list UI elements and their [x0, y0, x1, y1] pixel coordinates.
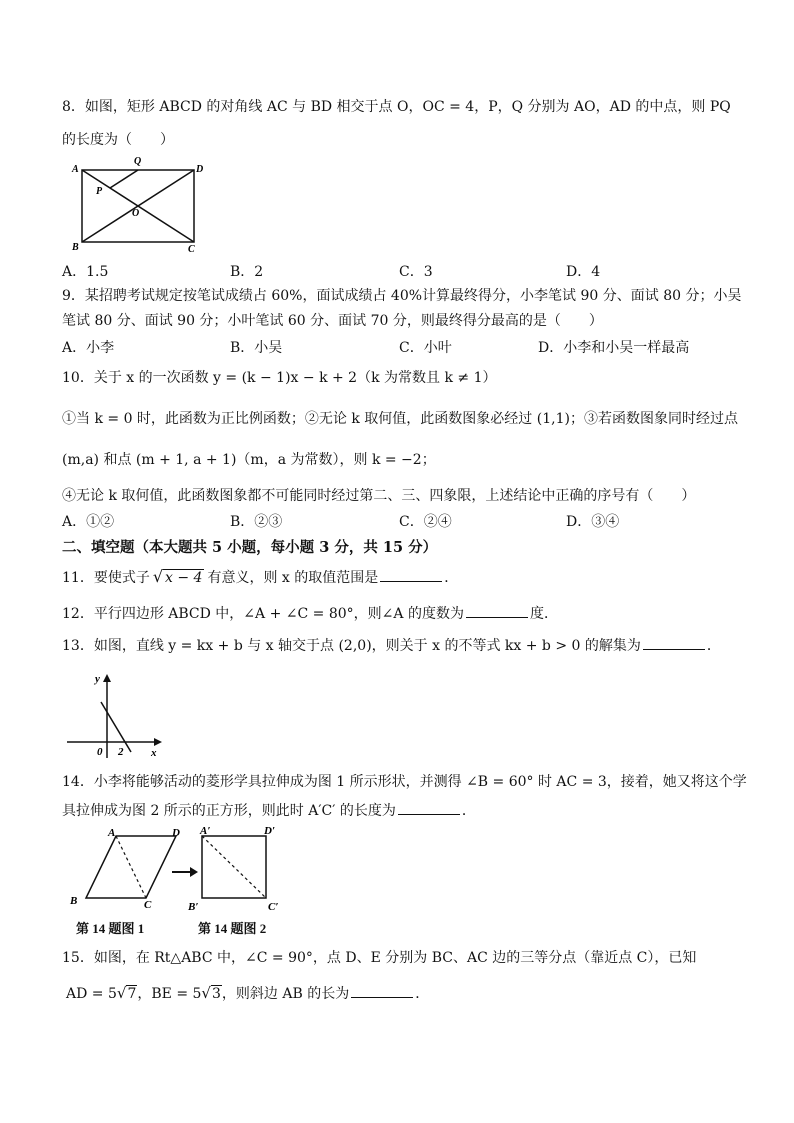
q15-blank [351, 983, 413, 998]
q13-label-origin: 0 [97, 746, 103, 758]
q14-line2: 具拉伸成为图 2 所示的正方形，则此时 A′C′ 的长度为 [62, 803, 396, 819]
q11-before: 11．要使式子 [62, 570, 150, 586]
q12-text: 12．平行四边形 ABCD 中，∠A + ∠C = 80°，则∠A 的度数为 [62, 606, 464, 622]
q14-fig2-label-d: D′ [264, 825, 276, 837]
q13-line-graph [65, 670, 170, 760]
q10-line3: (m,a) 和点 (m + 1, a + 1)（m，a 为常数），则 k = −2； [62, 452, 436, 468]
q14-square-figure-2 [186, 826, 286, 911]
q11-end: ． [444, 570, 459, 586]
q12-blank [466, 603, 528, 618]
q8-label-c: C [188, 244, 195, 255]
q10-option-a: A．①② [62, 514, 115, 530]
q11-blank [380, 567, 442, 582]
q14-line2-wrap [62, 800, 476, 821]
q8-option-a: A．1.5 [62, 264, 109, 280]
q10-option-c: C．②④ [399, 514, 452, 530]
q8-label-a: A [72, 164, 79, 175]
q12-end: 度． [529, 606, 558, 622]
q10-line4: ④无论 k 取何值，此函数图象都不可能同时经过第二、三、四象限，上述结论中正确的序号有（ ） [62, 488, 696, 504]
q15-tail: ，则斜边 AB 的长为 [221, 986, 350, 1002]
q9-option-d: D．小李和小吴一样最高 [538, 340, 690, 356]
q8-label-o: O [132, 208, 140, 219]
q13-label-x: x [151, 747, 157, 759]
q14-fig2-label-b: B′ [188, 901, 199, 913]
q9-option-c: C．小叶 [399, 340, 452, 356]
q8-label-d: D [196, 164, 204, 175]
q13-end: ． [706, 638, 721, 654]
q14-line1: 14．小李将能够活动的菱形学具拉伸成为图 1 所示形状，并测得 ∠B = 60° 时 AC = 3，接着，她又将这个学 [62, 774, 747, 790]
q8-option-c: C．3 [399, 264, 433, 280]
q14-fig1-label-b: B [70, 895, 78, 907]
q15-ad-sqrt: √7 [116, 984, 137, 1002]
q13 [62, 635, 721, 656]
q10-option-d: D．③④ [566, 514, 620, 530]
q10-line2: ①当 k = 0 时，此函数为正比例函数；②无论 k 取何值，此函数图象必经过 (1,1)；③若函数图象同时经过点 [62, 411, 738, 427]
q11 [62, 567, 458, 588]
q10-option-b: B．②③ [230, 514, 283, 530]
q9-option-b: B．小吴 [230, 340, 283, 356]
q15-ad-radicand: 7 [127, 986, 137, 1002]
q14-blank [398, 800, 460, 815]
q8-option-b: B．2 [230, 264, 264, 280]
q14-fig2-label-c: C′ [268, 901, 279, 913]
q8-label-b: B [72, 242, 79, 253]
q11-after: 有意义，则 x 的取值范围是 [207, 570, 379, 586]
q14-caption-2: 第 14 题图 2 [198, 921, 267, 936]
q14-fig1-label-c: C [144, 899, 152, 911]
q11-sqrt: √ x − 4 [152, 567, 203, 586]
q15-be-sqrt: √3 [201, 984, 221, 1002]
q13-text: 13．如图，直线 y = kx + b 与 x 轴交于点 (2,0)，则关于 x 的不等式 kx + b > 0 的解集为 [62, 638, 641, 654]
q9-line2: 笔试 80 分、面试 90 分；小叶笔试 60 分、面试 70 分，则最终得分最高的是（ ） [62, 313, 603, 329]
q15-line1: 15．如图，在 Rt△ABC 中，∠C = 90°，点 D、E 分别为 BC、AC 边的三等分点（靠近点 C），已知 [62, 950, 697, 966]
q10-line1: 10．关于 x 的一次函数 y = (k − 1)x − k + 2（k 为常数且 k ≠ 1） [62, 370, 497, 386]
q15-line2 [66, 983, 429, 1004]
q8-rectangle-figure [70, 156, 210, 255]
q13-blank [643, 635, 705, 650]
q13-label-y: y [95, 673, 100, 685]
q14-end: ． [461, 803, 476, 819]
q15-end: ． [415, 986, 430, 1002]
q15-ad: AD = 5 [66, 986, 117, 1002]
q8-label-q: Q [134, 156, 142, 167]
q12 [62, 603, 558, 624]
q15-be-radicand: 3 [211, 986, 221, 1002]
q13-label-two: 2 [118, 746, 124, 758]
q11-radicand: x − 4 [165, 570, 203, 586]
q8-line2: 的长度为（ ） [62, 132, 174, 148]
q8-option-d: D．4 [566, 264, 601, 280]
q9-option-a: A．小李 [62, 340, 115, 356]
q14-caption-1: 第 14 题图 1 [76, 921, 145, 936]
q8-label-p: P [96, 186, 103, 197]
q14-fig1-label-a: A [108, 827, 116, 839]
q15-be: ，BE = 5 [137, 986, 202, 1002]
q14-fig1-label-d: D [172, 827, 180, 839]
q14-fig2-label-a: A′ [200, 825, 211, 837]
section-2-heading: 二、填空题（本大题共 5 小题，每小题 3 分，共 15 分） [62, 539, 438, 556]
q9-line1: 9．某招聘考试规定按笔试成绩占 60%，面试成绩占 40%计算最终得分，小李笔试 90 分、面试 80 分；小吴 [62, 288, 742, 304]
q8-line1: 8．如图，矩形 ABCD 的对角线 AC 与 BD 相交于点 O，OC = 4，P，Q 分别为 AO，AD 的中点，则 PQ [62, 99, 731, 115]
